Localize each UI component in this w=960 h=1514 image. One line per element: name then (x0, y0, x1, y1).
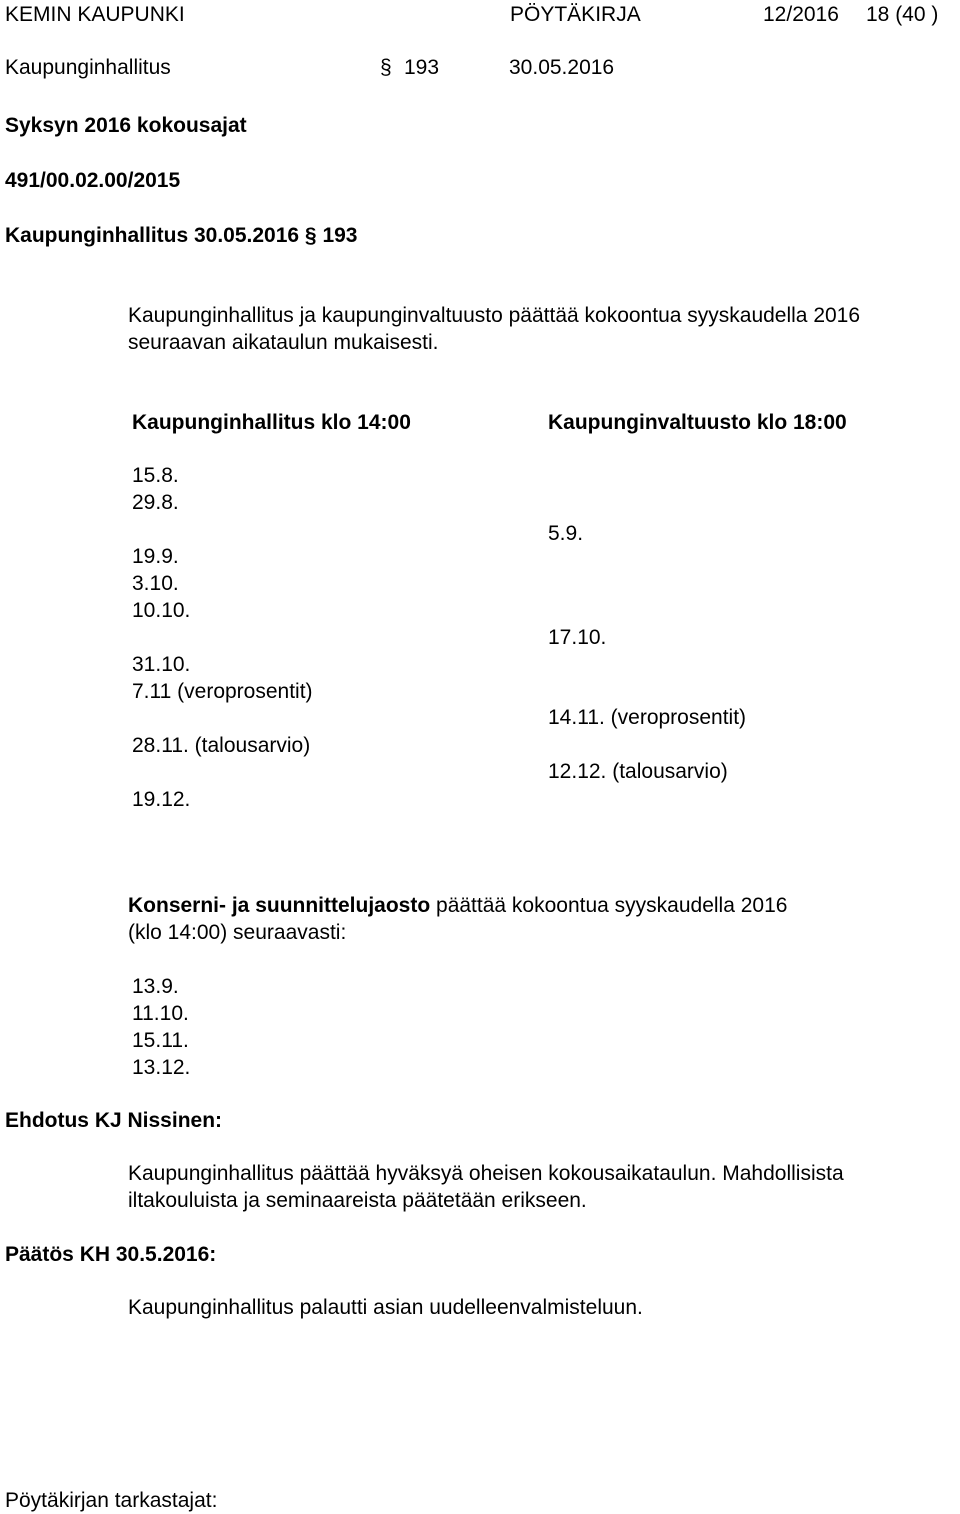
kh-date: 19.9. (132, 545, 179, 568)
kv-date: 17.10. (548, 626, 607, 649)
page-title: Syksyn 2016 kokousajat (5, 114, 247, 137)
kh-date: 3.10. (132, 572, 179, 595)
konserni-line-1-rest: päättää kokoontua syyskaudella 2016 (430, 894, 788, 917)
konserni-date: 11.10. (132, 1002, 189, 1025)
konserni-date: 13.9. (132, 975, 179, 998)
document-type: PÖYTÄKIRJA (510, 3, 641, 26)
konserni-date: 13.12. (132, 1056, 191, 1079)
konserni-line-2: (klo 14:00) seuraavasti: (128, 921, 347, 944)
decision-label: Päätös KH 30.5.2016: (5, 1243, 217, 1266)
proposal-line-1: Kaupunginhallitus päättää hyväksyä oheisen kokousaikataulun. Mahdollisista (128, 1162, 844, 1185)
section-number: 193 (404, 56, 440, 79)
document-number: 12/2016 (763, 3, 839, 26)
intro-line-2: seuraavan aikataulun mukaisesti. (128, 331, 439, 354)
konserni-date: 15.11. (132, 1029, 189, 1052)
reviewers-label: Pöytäkirjan tarkastajat: (5, 1489, 218, 1512)
header-date: 30.05.2016 (509, 56, 615, 79)
kh-date: 7.11 (veroprosentit) (132, 680, 313, 703)
header-body-name: Kaupunginhallitus (5, 56, 171, 79)
intro-line-1: Kaupunginhallitus ja kaupunginvaltuusto päättää kokoontua syyskaudella 2016 (128, 304, 861, 327)
kh-date: 15.8. (132, 464, 179, 487)
kv-date: 14.11. (veroprosentit) (548, 706, 747, 729)
kh-date: 31.10. (132, 653, 191, 676)
kv-schedule-header: Kaupunginvaltuusto klo 18:00 (548, 411, 847, 434)
decision-text: Kaupunginhallitus palautti asian uudelleenvalmisteluun. (128, 1296, 643, 1319)
proposal-line-2: iltakouluista ja seminaareista päätetään erikseen. (128, 1189, 587, 1212)
organization-name: KEMIN KAUPUNKI (5, 3, 185, 26)
kh-date: 28.11. (talousarvio) (132, 734, 311, 757)
kh-date: 10.10. (132, 599, 191, 622)
page-number: 18 (40 ) (866, 3, 939, 26)
section-symbol: § (380, 56, 392, 79)
kh-date: 19.12. (132, 788, 191, 811)
konserni-committee-name: Konserni- ja suunnittelujaosto (128, 894, 431, 917)
kh-date: 29.8. (132, 491, 179, 514)
kv-date: 12.12. (talousarvio) (548, 760, 728, 783)
konserni-line-1 (128, 892, 787, 919)
meeting-reference: Kaupunginhallitus 30.05.2016 § 193 (5, 224, 358, 247)
record-id: 491/00.02.00/2015 (5, 169, 181, 192)
kh-schedule-header: Kaupunginhallitus klo 14:00 (132, 411, 411, 434)
kv-date: 5.9. (548, 522, 584, 545)
proposal-label: Ehdotus KJ Nissinen: (5, 1109, 223, 1132)
